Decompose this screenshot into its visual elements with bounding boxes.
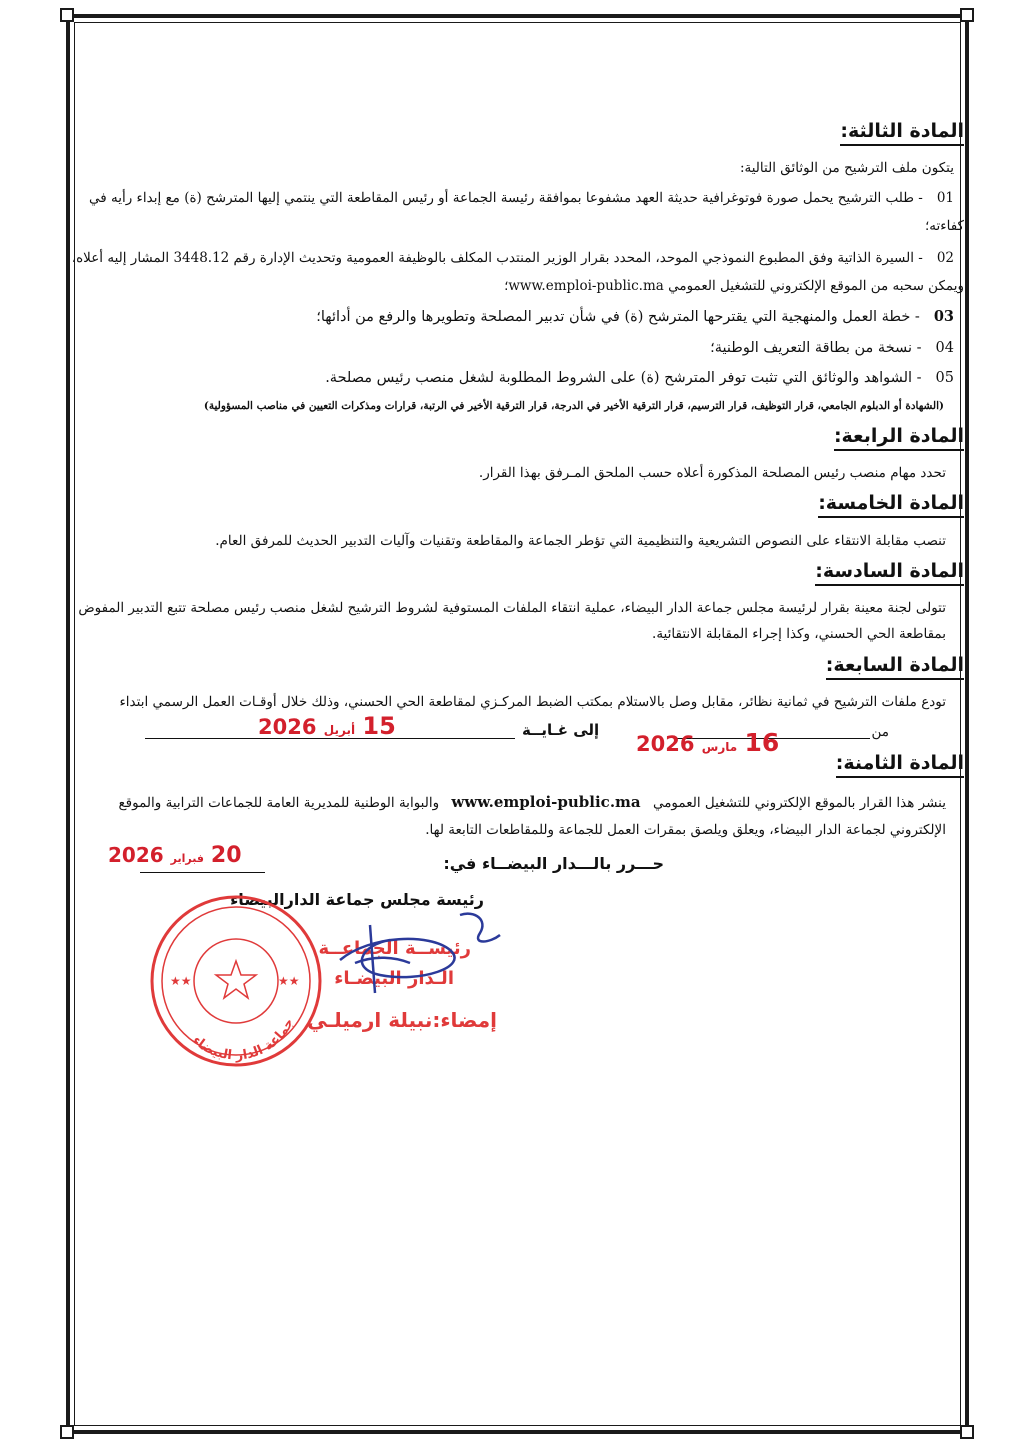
- stamp-year: 2026: [636, 732, 695, 756]
- signatory-title: رئيسة مجلس جماعة الدارالبيضاء: [230, 890, 484, 909]
- list-item: [72, 250, 954, 266]
- start-date-stamp: [636, 728, 779, 757]
- official-stamp-line2: الـدار البيضـاء: [334, 968, 454, 989]
- article7-text: تودع ملفات الترشيح في ثمانية نظائر، مقابل وصل بالاستلام بمكتب الضبط المركـزي لمقاطعة الحي الحسني، وذلك خلال أوقـات العمل الرسمي ابتداء: [119, 694, 946, 710]
- date-line: [140, 872, 265, 873]
- article4-text: تحدد مهام منصب رئيس المصلحة المذكورة أعلاه حسب الملحق المـرفق بهذا القرار.: [478, 465, 946, 481]
- item-number: 05: [935, 370, 954, 386]
- item-text: - الشواهد والوثائق التي تثبت توفر المترشح (ة) على الشروط المطلوبة لشغل منصب رئيس مصلحة.: [325, 370, 922, 386]
- from-label: من: [871, 724, 889, 740]
- documents-note: (الشهادة أو الدبلوم الجامعي، قرار التوظيف، قرار الترسيم، قرار الترقية الأخير في الدرجة، قرار الترقية الأخير في الرتبة، قرارات ومذكرات التعيين في مناصب المسؤولية): [203, 400, 944, 412]
- stamp-year: 2026: [108, 843, 164, 867]
- list-item: [710, 340, 954, 356]
- handwritten-signature: [300, 905, 520, 1005]
- item-text-cont: كفاءته؛: [924, 218, 964, 234]
- svg-text:★★: ★★: [278, 974, 300, 988]
- article8-text-b: والبوابة الوطنية للمديرية العامة للجماعات الترابية والموقع: [118, 795, 440, 811]
- article7-heading: المادة السابعة:: [826, 654, 964, 680]
- list-item: [89, 190, 954, 206]
- official-stamp-line1: رئيســة الجماعــة: [318, 938, 471, 959]
- article8-text-cont: الإلكتروني لجماعة الدار البيضاء، ويعلق ويلصق بمقرات العمل للجماعة وللمقاطعات التابعة لها.: [425, 822, 946, 838]
- seal-text: جماعة الدار البيضاء: [189, 1016, 298, 1064]
- list-item: [316, 308, 954, 325]
- signed-by: إمضاء:نبيلة ارميلـي: [307, 1008, 497, 1032]
- issue-date-stamp: [108, 843, 242, 868]
- to-label: إلى غـايــة: [522, 721, 600, 739]
- svg-text:★★: ★★: [170, 974, 192, 988]
- issued-at: حـــرر بالـــدار البيضــاء في:: [443, 854, 664, 873]
- stamp-month: أبريل: [323, 723, 356, 737]
- website-url: www.emploi-public.ma: [451, 793, 641, 811]
- item-number: 01: [936, 190, 954, 206]
- article4-heading: المادة الرابعة:: [834, 425, 964, 451]
- stamp-day: 20: [210, 843, 242, 868]
- article6-text-cont: بمقاطعة الحي الحسني، وكذا إجراء المقابلة الانتقائية.: [652, 626, 946, 642]
- article3-intro: يتكون ملف الترشيح من الوثائق التالية:: [739, 160, 954, 176]
- article6-heading: المادة السادسة:: [815, 560, 964, 586]
- article8-heading: المادة الثامنة:: [836, 752, 964, 778]
- article5-heading: المادة الخامسة:: [818, 492, 964, 518]
- item-text: - طلب الترشيح يحمل صورة فوتوغرافية حديثة العهد مشفوعا بموافقة رئيسة الجماعة أو رئيس المقاطعة التي ينتمي إليها المترشح (ة) مع إبداء رأيه في: [88, 190, 923, 206]
- article6-text: تتولى لجنة معينة بقرار لرئيسة مجلس جماعة الدار البيضاء، عملية انتقاء الملفات المستوفية لشروط الترشيح لشغل منصب رئيس مصلحة تتبع التدبير المفوض: [78, 600, 946, 616]
- article8-text-a: ينشر هذا القرار بالموقع الإلكتروني للتشغيل العمومي: [652, 795, 946, 811]
- item-text: - خطة العمل والمنهجية التي يقترحها المترشح (ة) في شأن تدبير المصلحة وتطويرها والرفع من أدائها؛: [316, 309, 920, 325]
- stamp-month: فبراير: [170, 852, 204, 865]
- item-number: 03: [933, 308, 954, 325]
- item-text: - نسخة من بطاقة التعريف الوطنية؛: [710, 340, 922, 356]
- svg-text:جماعة الدار البيضاء: [189, 1016, 297, 1063]
- item-text-cont: ويمكن سحبه من الموقع الإلكتروني للتشغيل العمومي www.emploi-public.ma؛: [504, 278, 964, 294]
- stamp-month: مارس: [701, 740, 738, 754]
- article3-heading: المادة الثالثة:: [840, 120, 964, 146]
- list-item: [325, 370, 954, 386]
- article8-text: [119, 793, 947, 811]
- article5-text: تنصب مقابلة الانتقاء على النصوص التشريعية والتنظيمية التي تؤطر الجماعة والمقاطعة وتقنيات وآليات التدبير الحديث للمرفق العام.: [215, 533, 946, 549]
- end-date-stamp: [258, 712, 396, 740]
- stamp-year: 2026: [258, 715, 317, 739]
- item-number: 04: [935, 340, 954, 356]
- item-text: - السيرة الذاتية وفق المطبوع النموذجي الموحد، المحدد بقرار الوزير المنتدب المكلف بالوظيفة العمومية وتحديث الإدارة رقم 3448.12 المشار إليه أعلاه،: [71, 250, 923, 266]
- stamp-day: 15: [362, 712, 396, 740]
- official-seal: [148, 893, 324, 1069]
- item-number: 02: [936, 250, 954, 266]
- stamp-day: 16: [744, 728, 780, 757]
